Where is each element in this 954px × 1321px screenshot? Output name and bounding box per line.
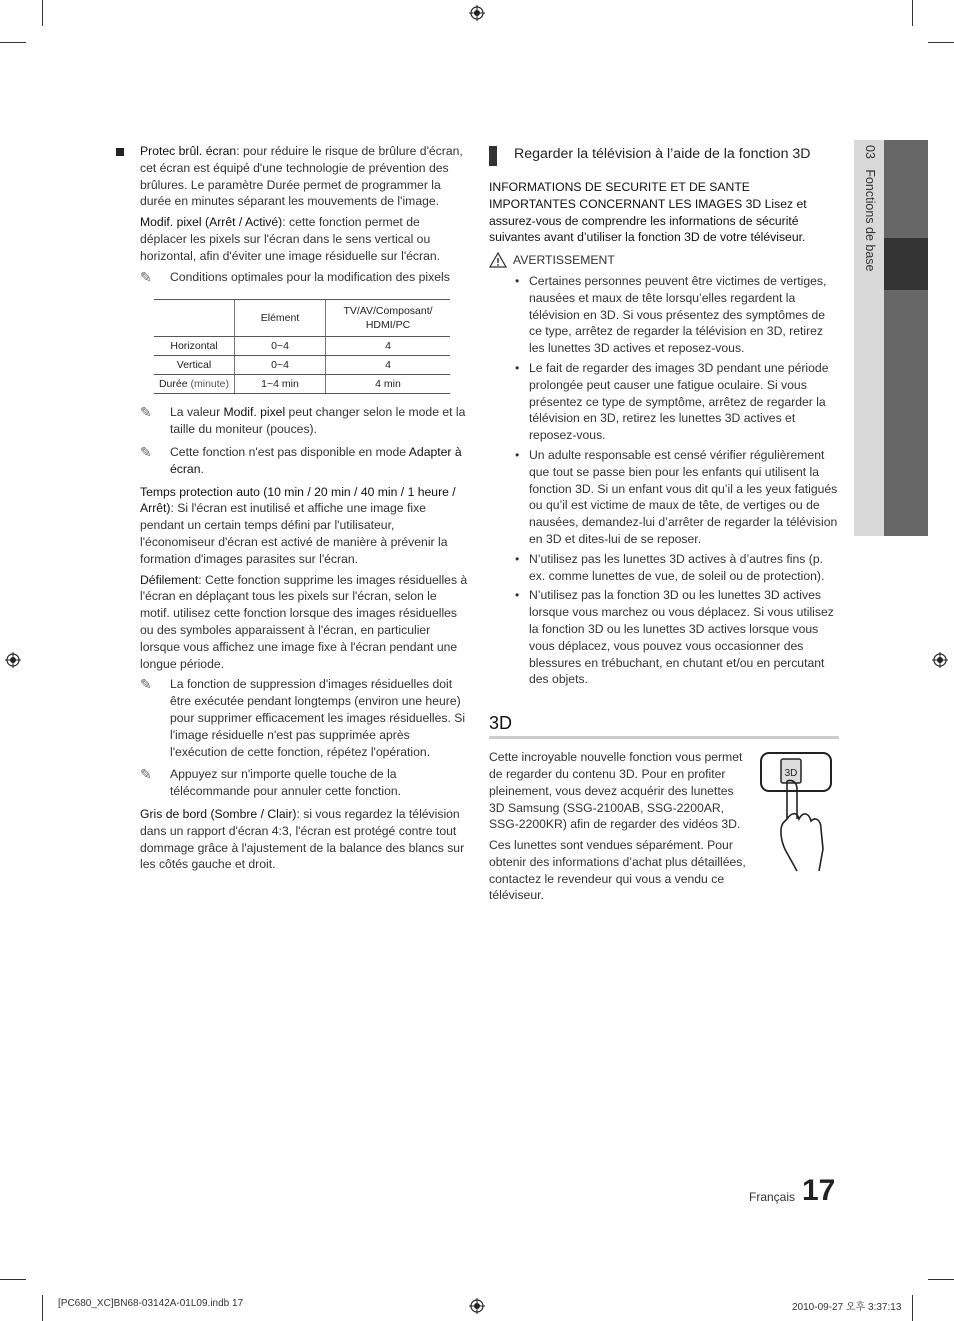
text: : cette fonction permet de déplacer les pixels sur l'écran dans le sens vertical ou horizontal, afin d'éviter une image résiduelle sur l'écran. [140,215,441,263]
note-text: Conditions optimales pour la modification des pixels [170,269,450,284]
term: Gris de bord (Sombre / Clair) [140,806,297,821]
list-item: • N’utilisez pas la fonction 3D ou les lunettes 3D actives lorsque vous marchez ou vous déplacez. Si vous utilisez la fonction 3D ou les lunettes 3D actives lorsque vous vous déplacez, vous pouvez vous occasionner des blessures en trébuchant, en chutant et/ou en percutant des objets. [529,587,839,688]
note-pencil-icon: ✎ [140,268,152,285]
table-cell: 4 [326,337,451,356]
table-cell: Vertical [154,356,235,375]
table-cell: 0~4 [235,337,326,356]
table-cell: Horizontal [154,337,235,356]
section-bar-icon [489,146,497,166]
left-column [116,143,468,877]
crop-mark [928,1279,954,1280]
registration-mark-icon [5,652,21,668]
crop-mark [912,0,913,26]
pixel-shift-table [154,299,450,394]
paragraph-temps-protection [116,484,468,568]
table-header [154,300,235,337]
threed-paragraph: Cette incroyable nouvelle fonction vous permet de regarder du contenu 3D. Pour en profiter pleinement, vous devez acquérir des lunettes 3D Samsung (SSG-2100AB, SSG-2200AR, SSG-2200KR) afin de regarder des vidéos 3D. [489,750,743,832]
list-item: • Le fait de regarder des images 3D pendant une période prolongée peut causer une fatigue oculaire. Si vous présentez ce type de symptôme, arrêtez de regarder la télévision en 3D, retirez les lunettes 3D actives et reposez-vous. [529,360,839,444]
text: : si vous regardez la télévision dans un rapport d'écran 4:3, l'écran est protégé contre tout dommage grâce à l'ajustement de la balance des blancs sur les côtés gauche et droit. [140,806,465,872]
threed-heading: 3D [489,712,839,739]
crop-mark [912,1295,913,1321]
right-column [489,143,839,908]
table-cell: 4 [326,356,451,375]
table-row [154,337,450,356]
crop-mark [0,1279,26,1280]
chapter-tab-active [884,238,928,290]
term: Protec brûl. écran [140,144,237,158]
paragraph-defilement [116,572,468,673]
warning-list [489,273,839,688]
table-cell: Durée (minute) [154,375,235,394]
term: Modif. pixel (Arrêt / Activé) [140,215,283,230]
note-pencil-icon: ✎ [140,766,152,783]
safety-notice: INFORMATIONS DE SECURITE ET DE SANTE IMPORTANTES CONCERNANT LES IMAGES 3D Lisez et assurez-vous de comprendre les informations de sécurité suivantes avant d’utiliser la fonction 3D de votre téléviseur. [489,180,807,245]
section-title: Regarder la télévision à l’aide de la fonction 3D [489,143,839,165]
table-header: TV/AV/Composant/ HDMI/PC [326,300,451,337]
note: ✎ Appuyez sur n'importe quelle touche de la télécommande pour annuler cette fonction. [140,766,402,799]
crop-mark [42,0,43,26]
table-cell: 0~4 [235,356,326,375]
list-item: • Certaines personnes peuvent être victimes de vertiges, nausées et maux de tête lorsqu’elles regardent la télévision en 3D. Si vous présentez des symptômes de ce type, arrêtez de regarder la télévision en 3D, retirez les lunettes 3D actives et reposez-vous. [529,273,839,357]
warning-heading: AVERTISSEMENT [489,252,839,269]
list-item: • Un adulte responsable est censé vérifier régulièrement que tout se passe bien pour les enfants qui utilisent la fonction 3D. Si un enfant vous dit qu’il a les yeux fatigués ou qu’il est victime de maux de tête, de vertiges ou de nausées, demandez-lui d’arrêter de regarder la télévision en 3D et dites-lui de se reposer. [529,447,839,548]
term: Défilement [140,572,199,587]
note-pencil-icon: ✎ [140,676,152,693]
term: Temps protection auto (10 min / 20 min / 40 min / 1 heure / Arrêt) [140,484,456,516]
registration-mark-icon [932,652,948,668]
svg-text:3D: 3D [784,768,798,780]
crop-mark [0,42,26,43]
text: : Cette fonction supprime les images résiduelles à l'écran en déplaçant tous les pixels sur l'écran, selon le motif. utilisez cette fonction lorsque des images résiduelles ou des symboles apparaissent à l'écran, en particulier lorsque vous affichez une image fixe à l'écran pendant une longue période. [140,572,468,671]
page-number: 17 [802,1174,836,1207]
crop-mark [42,1295,43,1321]
paragraph-modif-pixel [116,214,468,264]
table-cell: 1~4 min [235,375,326,394]
print-timestamp: 2010-09-27 오후 3:37:13 [792,1302,902,1313]
note [116,269,468,286]
paragraph-gris-de-bord [116,806,468,873]
remote-3d-button-hand-icon [757,749,839,875]
note: ✎ La fonction de suppression d'images résiduelles doit être exécutée pendant longtemps (environ une heure) pour supprimer efficacement les images résiduelles. Si l'image résiduelle n'est pas supprimée après l'exécution de cette fonction, répétez l'opération. [140,676,466,759]
print-slug: [PC680_XC]BN68-03142A-01L09.indb 17 [58,1298,244,1309]
table-cell: 4 min [326,375,451,394]
text: : Si l'écran est inutilisé et affiche une image fixe pendant un certain temps défini par l'utilisateur, l'économiseur d'écran est activé de manière à prévenir la formation d'images parasites sur l'écran. [140,501,448,566]
paragraph-protec [116,143,468,210]
crop-mark [928,42,954,43]
note: ✎ La valeur Modif. pixel peut changer selon le mode et la taille du moniteur (pouces). [140,404,466,437]
note-pencil-icon: ✎ [140,404,152,421]
chapter-tab-dark [884,140,928,536]
square-bullet-icon [116,148,124,156]
threed-paragraph: Ces lunettes sont vendues séparément. Pour obtenir des informations d’achat plus détaillées, contactez le revendeur qui vous a vendu ce téléviseur. [489,838,746,903]
registration-mark-icon [469,1298,485,1314]
chapter-label: 03 Fonctions de base [863,145,877,272]
text: : pour réduire le risque de brûlure d'écran, cet écran est équipé d'une technologie de prévention des brûlures. Le paramètre Durée permet de programmer la durée en minutes séparant les mouvements de l'image. [140,144,463,209]
table-row [154,375,450,394]
footer-language: Français [749,1190,796,1204]
warning-triangle-icon [489,252,507,268]
table-header: Elément [235,300,326,337]
note-pencil-icon: ✎ [140,443,152,460]
table-row [154,356,450,375]
note: ✎ Cette fonction n'est pas disponible en mode Adapter à écran. [140,443,462,476]
list-item: • N’utilisez pas les lunettes 3D actives à d’autres fins (p. ex. comme lunettes de vue, de soleil ou de protection). [529,551,839,585]
registration-mark-icon [469,5,485,21]
